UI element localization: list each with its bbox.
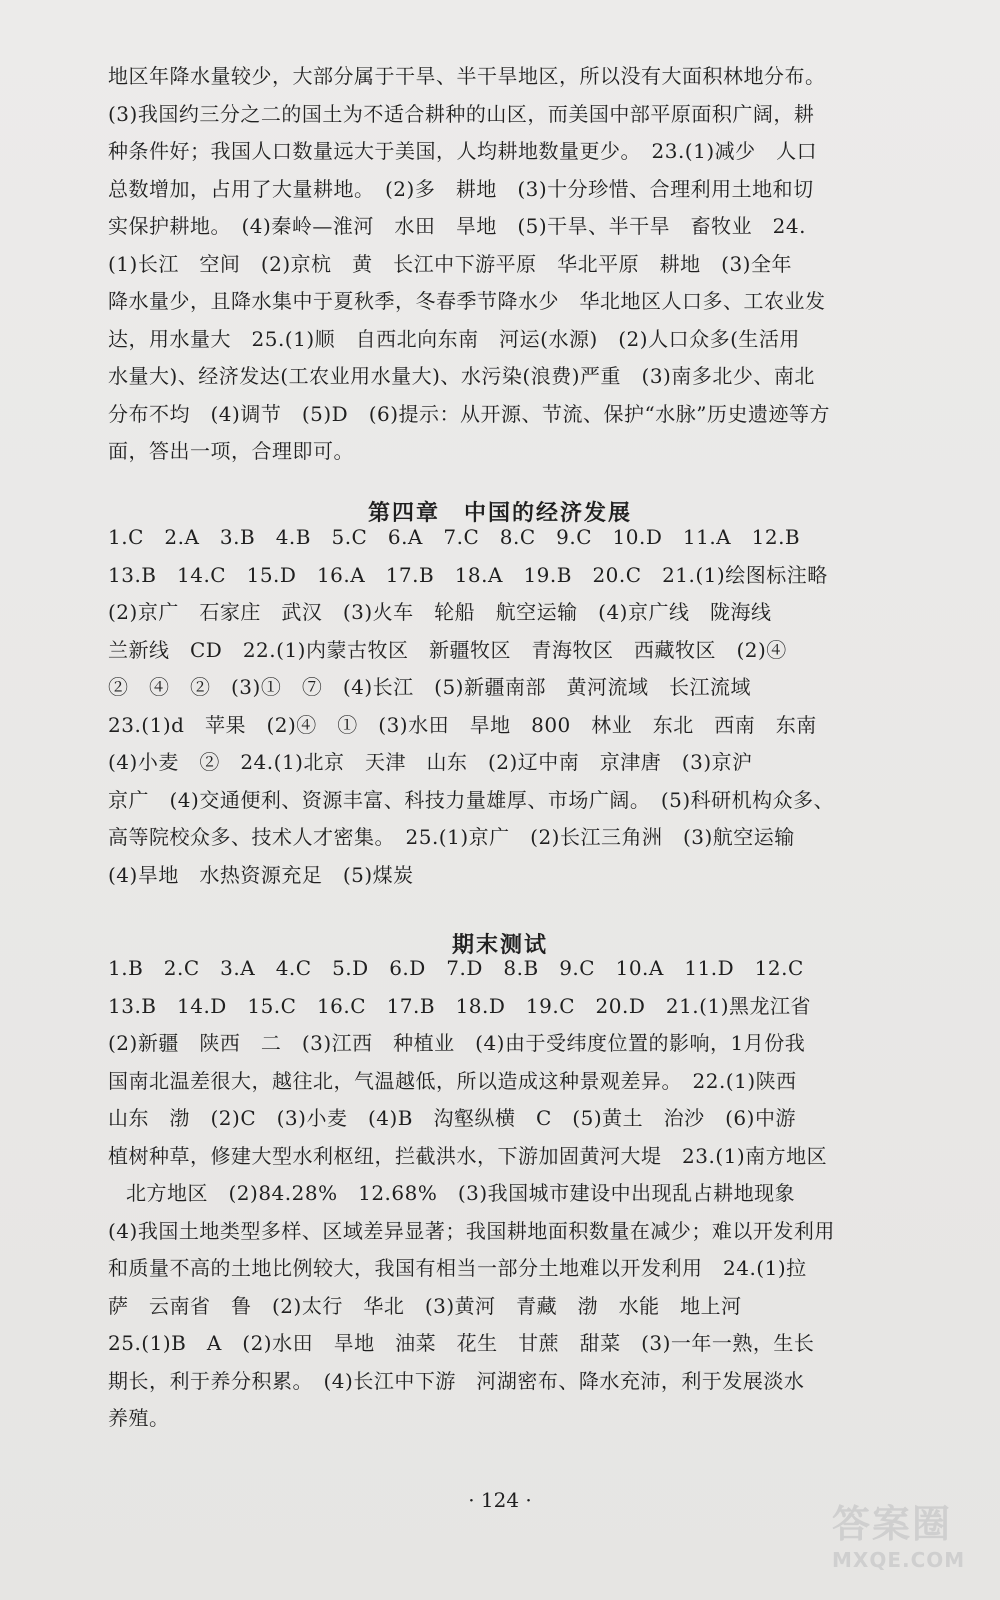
text-line: (4)我国土地类型多样、区域差异显著；我国耕地面积数量在减少；难以开发利用	[108, 1218, 835, 1243]
text-line: 达，用水量大 25.(1)顺 自西北向东南 河运(水源) (2)人口众多(生活用	[108, 326, 800, 351]
text-line: 总数增加，占用了大量耕地。 (2)多 耕地 (3)十分珍惜、合理利用土地和切	[108, 176, 814, 201]
text-line: (2)新疆 陕西 二 (3)江西 种植业 (4)由于受纬度位置的影响，1月份我	[108, 1031, 806, 1055]
watermark-logo	[832, 1500, 992, 1592]
text-line: 高等院校众多、技术人才密集。 25.(1)京广 (2)长江三角洲 (3)航空运输	[108, 825, 795, 849]
text-line: 期长，利于养分积累。 (4)长江中下游 河湖密布、降水充沛，利于发展淡水	[108, 1368, 805, 1393]
text-line: 水量大)、经济发达(工农业用水量大)、水污染(浪费)严重 (3)南多北少、南北	[108, 364, 815, 388]
text-line: 面，答出一项，合理即可。	[108, 439, 354, 463]
text-line: 和质量不高的土地比例较大，我国有相当一部分土地难以开发利用 24.(1)拉	[108, 1256, 807, 1280]
text-line: (2)京广 石家庄 武汉 (3)火车 轮船 航空运输 (4)京广线 陇海线	[108, 600, 772, 624]
text-line: 山东 渤 (2)C (3)小麦 (4)B 沟壑纵横 C (5)黄土 治沙 (6)中游	[108, 1106, 796, 1130]
text-line: 降水量少，且降水集中于夏秋季，冬春季节降水少 华北地区人口多、工农业发	[108, 289, 826, 313]
text-line: (4)小麦 ② 24.(1)北京 天津 山东 (2)辽中南 京津唐 (3)京沪	[108, 750, 753, 774]
chapter4-answers	[108, 519, 908, 894]
text-line: 1.B 2.C 3.A 4.C 5.D 6.D 7.D 8.B 9.C 10.A 11.D 12.C	[108, 956, 804, 980]
text-line: 1.C 2.A 3.B 4.B 5.C 6.A 7.C 8.C 9.C 10.D 11.A 12.B	[108, 525, 801, 549]
text-line: 种条件好；我国人口数量远大于美国，人均耕地数量更少。 23.(1)减少 人口	[108, 139, 818, 163]
text-line: 北方地区 (2)84.28% 12.68% (3)我国城市建设中出现乱占耕地现象	[126, 1181, 796, 1205]
text-line: (1)长江 空间 (2)京杭 黄 长江中下游平原 华北平原 耕地 (3)全年	[108, 251, 792, 276]
answer-block-continued	[108, 58, 908, 471]
text-line: 植树种草，修建大型水利枢纽，拦截洪水，下游加固黄河大堤 23.(1)南方地区	[108, 1143, 828, 1168]
page-number: · 124 ·	[468, 1488, 532, 1512]
text-line: 分布不均 (4)调节 (5)D (6)提示：从开源、节流、保护“水脉”历史遗迹等方	[108, 401, 830, 426]
text-line: (4)旱地 水热资源充足 (5)煤炭	[108, 862, 414, 887]
text-line: 萨 云南省 鲁 (2)太行 华北 (3)黄河 青藏 渤 水能 地上河	[108, 1293, 742, 1318]
final-test-answers	[108, 950, 908, 1438]
watermark-url: MXQE.COM	[832, 1548, 966, 1572]
final-test-heading: 期末测试	[451, 933, 548, 958]
text-line: 国南北温差很大，越往北，气温越低，所以造成这种景观差异。 22.(1)陕西	[108, 1068, 797, 1093]
text-line: 实保护耕地。 (4)秦岭—淮河 水田 旱地 (5)干旱、半干旱 畜牧业 24.	[108, 214, 806, 238]
chapter-heading: 第四章 中国的经济发展	[367, 501, 632, 526]
text-line: 地区年降水量较少，大部分属于干旱、半干旱地区，所以没有大面积林地分布。	[108, 64, 826, 88]
watermark-logo-text: 答案圈	[832, 1502, 953, 1546]
text-line: 13.B 14.D 15.C 16.C 17.B 18.D 19.C 20.D 21.(1)黑龙江省	[108, 993, 811, 1018]
text-line: 25.(1)B A (2)水田 旱地 油菜 花生 甘蔗 甜菜 (3)一年一熟，生长	[108, 1331, 815, 1355]
text-line: 兰新线 CD 22.(1)内蒙古牧区 新疆牧区 青海牧区 西藏牧区 (2)④	[108, 637, 787, 662]
text-line: 13.B 14.C 15.D 16.A 17.B 18.A 19.B 20.C 21.(1)绘图标注略	[108, 562, 828, 587]
text-line: 养殖。	[108, 1406, 170, 1430]
text-line: ② ④ ② (3)① ⑦ (4)长江 (5)新疆南部 黄河流域 长江流域	[108, 675, 751, 699]
text-line: 京广 (4)交通便利、资源丰富、科技力量雄厚、市场广阔。 (5)科研机构众多、	[108, 787, 835, 812]
text-line: 23.(1)d 苹果 (2)④ ① (3)水田 旱地 800 林业 东北 西南 东南	[108, 712, 817, 737]
text-line: (3)我国约三分之二的国土为不适合耕种的山区，而美国中部平原面积广阔，耕	[108, 101, 815, 126]
